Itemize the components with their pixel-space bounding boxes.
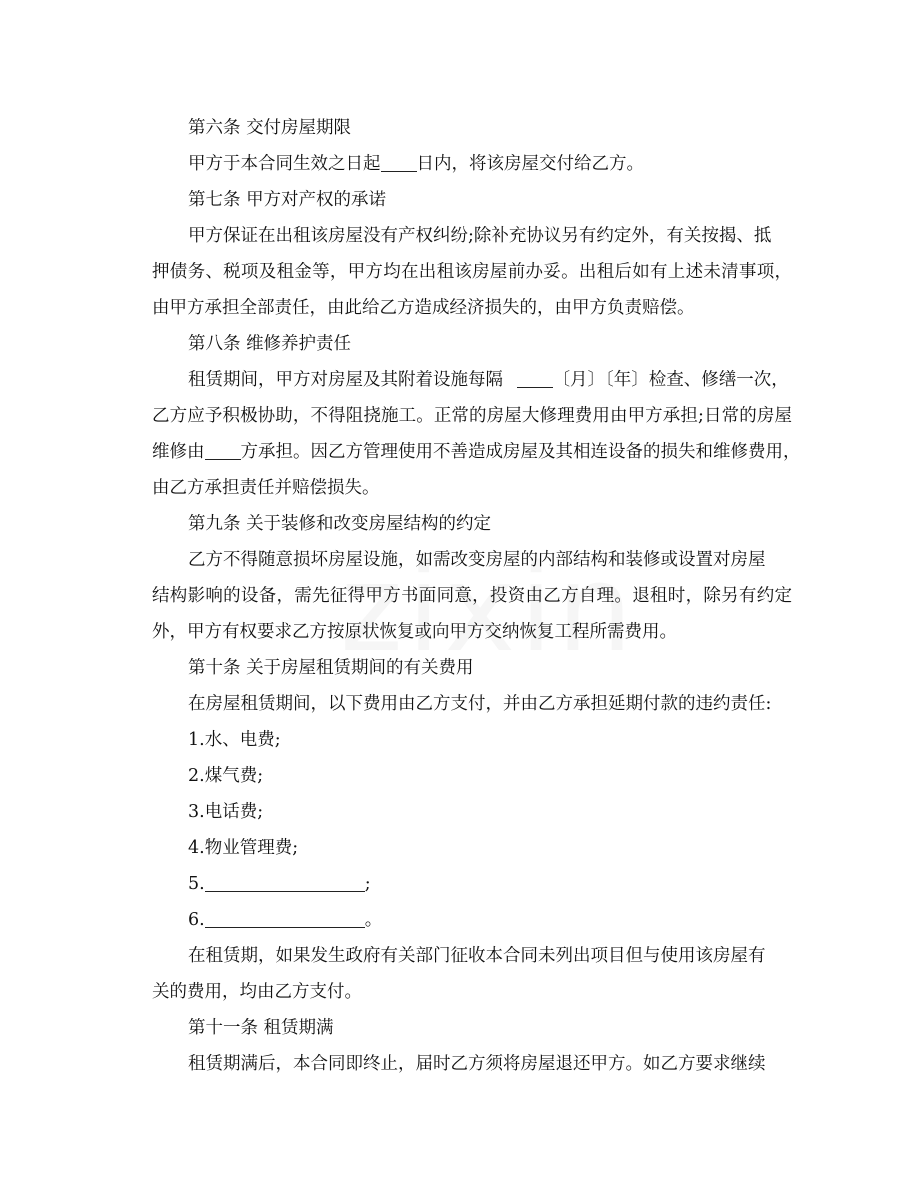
paragraph-line bbox=[188, 368, 789, 392]
article-9-heading: 第九条 关于装修和改变房屋结构的约定 bbox=[188, 514, 492, 534]
text-run: 方承担。因乙方管理使用不善造成房屋及其相连设备的损失和维修费用， bbox=[240, 442, 801, 462]
list-item: 2.煤气费; bbox=[188, 766, 264, 786]
paragraph-line: 结构影响的设备，需先征得甲方书面同意，投资由乙方自理。退租时，除另有约定 bbox=[152, 586, 792, 606]
list-item: 1.水、电费; bbox=[188, 730, 281, 750]
paragraph-line: 押债务、税项及租金等，甲方均在出租该房屋前办妥。出租后如有上述未清事项， bbox=[152, 262, 792, 282]
text-run: 甲方于本合同生效之日起 bbox=[188, 154, 381, 174]
paragraph-line bbox=[152, 440, 801, 464]
blank-line bbox=[381, 153, 417, 172]
list-item bbox=[188, 872, 371, 896]
list-item: 3.电话费; bbox=[188, 802, 264, 822]
text-run: 5. bbox=[188, 874, 205, 894]
paragraph-line: 关的费用，均由乙方支付。 bbox=[152, 982, 362, 1002]
text-run: 日内，将该房屋交付给乙方。 bbox=[416, 154, 644, 174]
text-run: 维修由 bbox=[152, 442, 205, 462]
paragraph-line: 外，甲方有权要求乙方按原状恢复或向甲方交纳恢复工程所需费用。 bbox=[152, 622, 677, 642]
blank-line bbox=[517, 369, 553, 388]
blank-line bbox=[205, 441, 241, 460]
paragraph-line: 在房屋租赁期间，以下费用由乙方支付，并由乙方承担延期付款的违约责任: bbox=[188, 694, 772, 714]
blank-line bbox=[205, 909, 365, 928]
article-6-paragraph bbox=[188, 152, 644, 176]
list-item bbox=[188, 908, 382, 932]
text-run: 租赁期间，甲方对房屋及其附着设施每隔 bbox=[188, 370, 509, 390]
article-11-heading: 第十一条 租赁期满 bbox=[188, 1018, 334, 1038]
paragraph-line: 乙方应予积极协助，不得阻挠施工。正常的房屋大修理费用由甲方承担;日常的房屋 bbox=[152, 406, 792, 426]
text-run: 〔月〕〔年〕检查、修缮一次， bbox=[552, 370, 789, 390]
article-10-heading: 第十条 关于房屋租赁期间的有关费用 bbox=[188, 658, 474, 678]
paragraph-line: 租赁期满后，本合同即终止，届时乙方须将房屋退还甲方。如乙方要求继续 bbox=[188, 1054, 766, 1074]
text-run: ; bbox=[364, 874, 371, 894]
article-8-heading: 第八条 维修养护责任 bbox=[188, 334, 352, 354]
paragraph-line: 在租赁期，如果发生政府有关部门征收本合同未列出项目但与使用该房屋有 bbox=[188, 946, 766, 966]
paragraph-line: 乙方不得随意损坏房屋设施，如需改变房屋的内部结构和装修或设置对房屋 bbox=[188, 550, 766, 570]
paragraph-line: 由甲方承担全部责任，由此给乙方造成经济损失的，由甲方负责赔偿。 bbox=[152, 298, 695, 318]
article-6-heading: 第六条 交付房屋期限 bbox=[188, 118, 352, 138]
paragraph-line: 甲方保证在出租该房屋没有产权纠纷;除补充协议另有约定外，有关按揭、抵 bbox=[188, 226, 772, 246]
text-run: 。 bbox=[364, 910, 383, 930]
blank-line bbox=[205, 873, 365, 892]
article-7-heading: 第七条 甲方对产权的承诺 bbox=[188, 190, 387, 210]
list-item: 4.物业管理费; bbox=[188, 838, 299, 858]
paragraph-line: 由乙方承担责任并赔偿损失。 bbox=[152, 478, 380, 498]
text-run: 6. bbox=[188, 910, 205, 930]
